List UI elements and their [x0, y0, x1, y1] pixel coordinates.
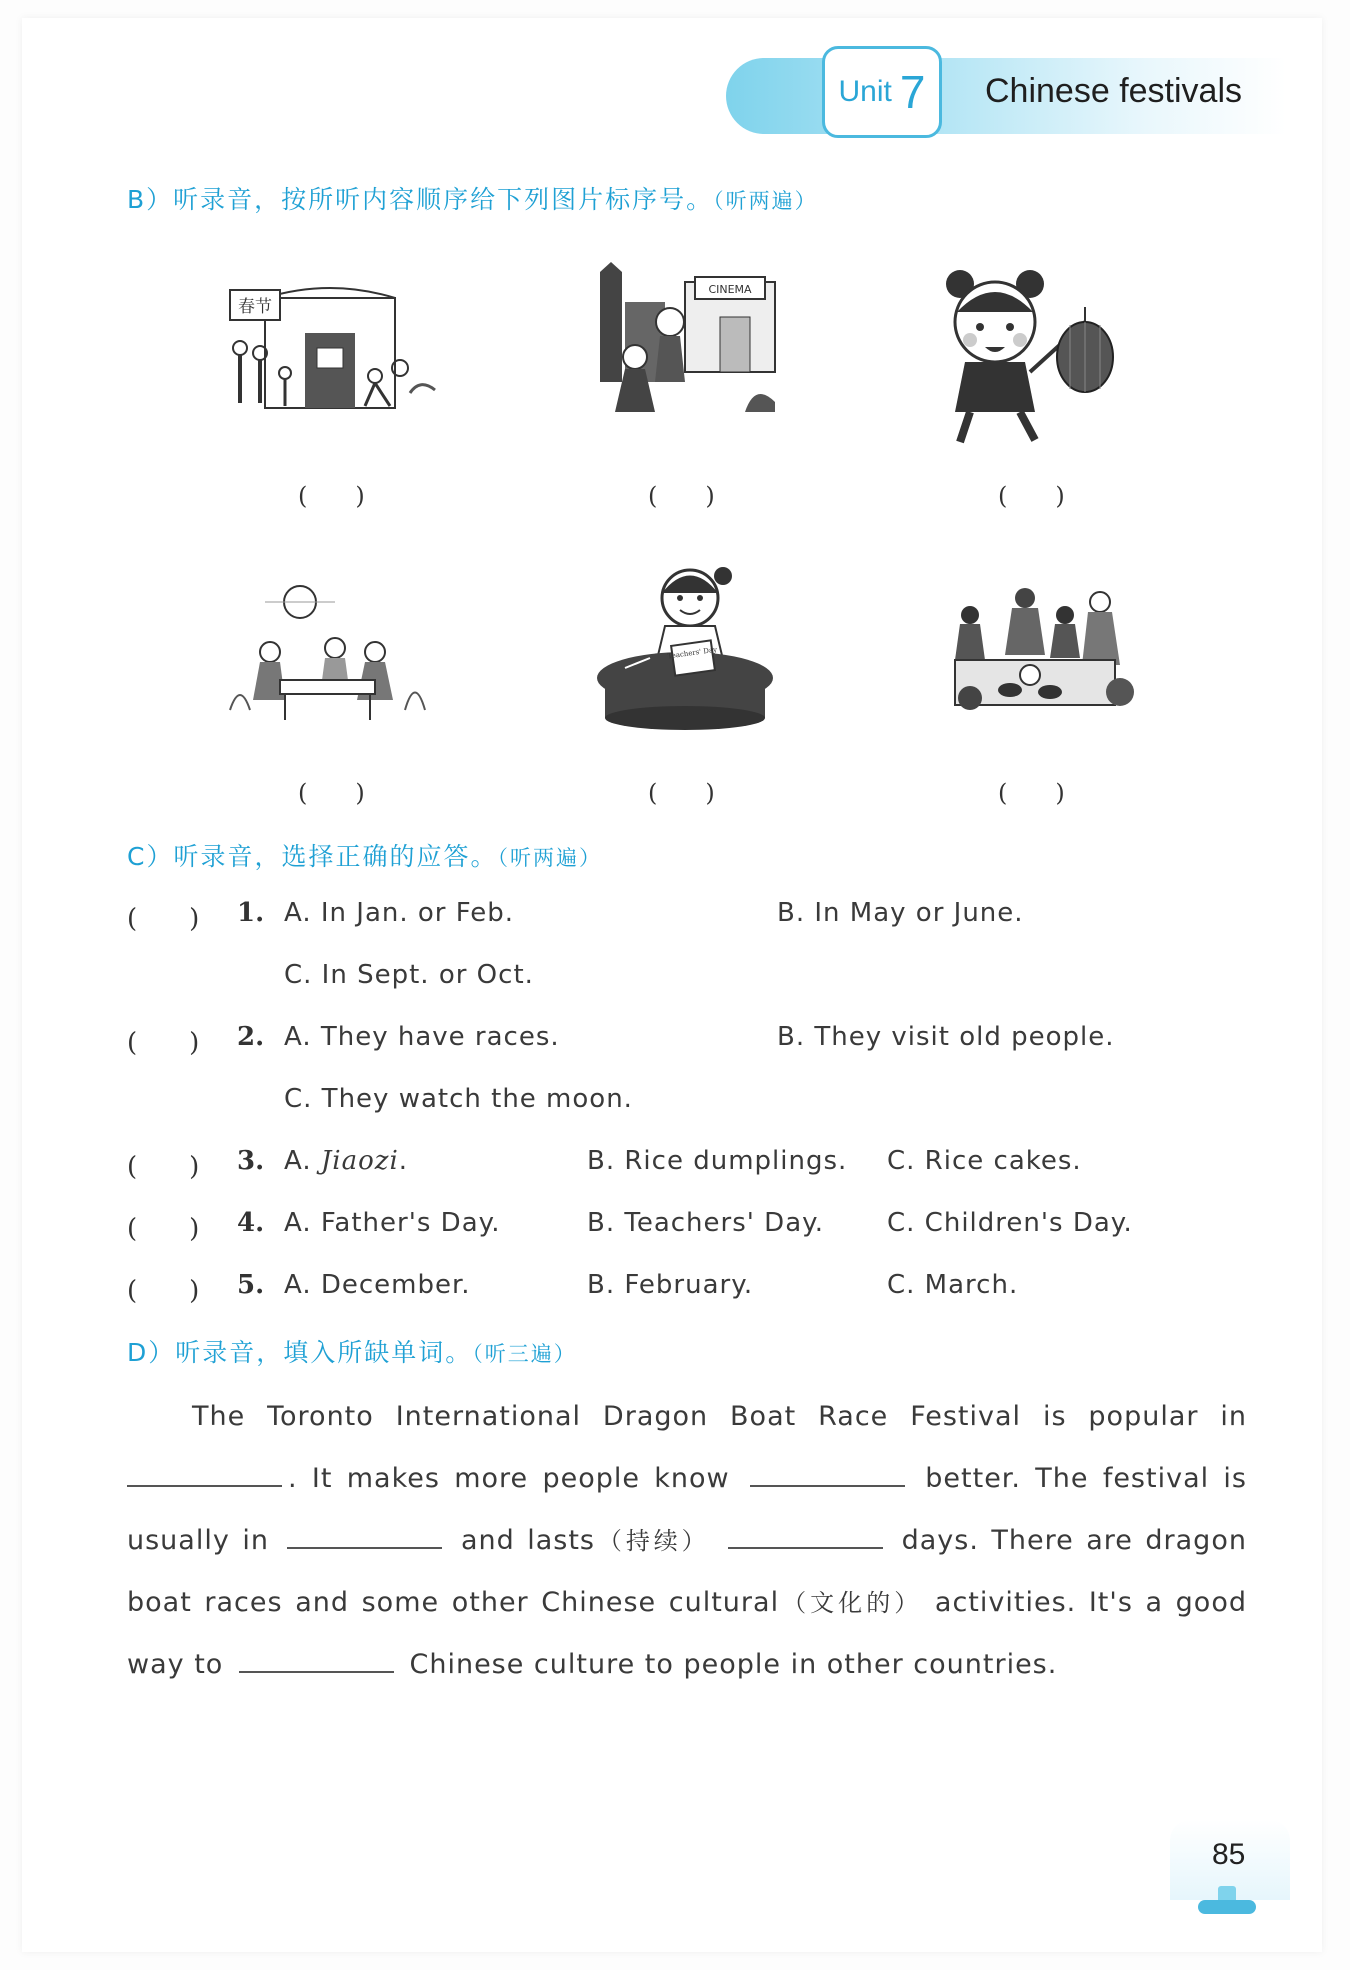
- question-number: 4.: [237, 1208, 265, 1238]
- option-a[interactable]: [284, 1146, 408, 1176]
- option-b[interactable]: B. Teachers' Day.: [587, 1208, 825, 1238]
- section-d-note: （听三遍）: [472, 1342, 577, 1366]
- passage-text: boat races and some other Chinese cultural: [127, 1587, 780, 1618]
- fill-blank-3[interactable]: [287, 1517, 442, 1549]
- section-b-heading: [127, 180, 818, 216]
- option-a[interactable]: A. December.: [284, 1270, 471, 1300]
- unit-word: Unit: [838, 75, 892, 108]
- unit-number: 7: [899, 66, 926, 118]
- picture-4-answer-blank[interactable]: ( ): [298, 779, 365, 807]
- question-1: [127, 898, 1247, 938]
- passage-text: The Toronto International Dragon Boat Race Festival is popular in: [192, 1401, 1247, 1432]
- question-number: 1.: [237, 898, 265, 928]
- passage-text: and lasts: [460, 1525, 595, 1556]
- family-dinner-table-icon: [940, 580, 1140, 725]
- girl-lantern-icon: [935, 262, 1145, 452]
- question-5: [127, 1270, 1247, 1310]
- option-c[interactable]: C. They watch the moon.: [284, 1084, 633, 1114]
- option-a[interactable]: A. In Jan. or Feb.: [284, 898, 515, 928]
- picture-6-answer-blank[interactable]: ( ): [998, 779, 1065, 807]
- page-number: 85: [1212, 1838, 1246, 1871]
- question-2-continued: [127, 1084, 1247, 1124]
- passage-text: Chinese culture to people in other countries.: [409, 1649, 1058, 1680]
- passage-line-4: [127, 1572, 1247, 1634]
- passage-line-2: [127, 1448, 1247, 1510]
- fill-blank-1[interactable]: [127, 1455, 282, 1487]
- spring-festival-sign: 春节: [238, 297, 272, 317]
- question-number: 5.: [237, 1270, 265, 1300]
- question-number: 3.: [237, 1146, 265, 1176]
- cinema-children-icon: [585, 262, 785, 432]
- section-c-heading: [127, 837, 602, 873]
- picture-1-answer-blank[interactable]: ( ): [298, 482, 365, 510]
- answer-blank[interactable]: ( ): [127, 904, 200, 934]
- fill-blank-2[interactable]: [750, 1455, 905, 1487]
- option-a[interactable]: A. Father's Day.: [284, 1208, 501, 1238]
- passage-text: usually in: [127, 1525, 269, 1556]
- passage-gloss: （文化的）: [779, 1589, 923, 1617]
- option-c[interactable]: C. Children's Day.: [887, 1208, 1133, 1238]
- question-1-continued: [127, 960, 1247, 1000]
- teachers-day-card-text: Teachers' Day: [667, 645, 718, 661]
- section-b-note: （听两遍）: [713, 189, 818, 213]
- section-d-instruction: D）听录音，填入所缺单词。: [127, 1338, 473, 1367]
- option-b[interactable]: B. February.: [587, 1270, 754, 1300]
- passage-text: days. There are dragon: [901, 1525, 1247, 1556]
- passage-line-3: [127, 1510, 1247, 1572]
- question-2: [127, 1022, 1247, 1062]
- section-b-instruction: B）听录音，按所听内容顺序给下列图片标序号。: [127, 185, 714, 214]
- answer-blank[interactable]: ( ): [127, 1214, 200, 1244]
- pin-icon-base: [1198, 1900, 1256, 1914]
- option-a-suffix: .: [398, 1146, 409, 1176]
- passage-gloss: （持续）: [595, 1527, 710, 1555]
- answer-blank[interactable]: ( ): [127, 1276, 200, 1306]
- option-c[interactable]: C. Rice cakes.: [887, 1146, 1082, 1176]
- unit-title: Chinese festivals: [985, 72, 1243, 110]
- question-number: 2.: [237, 1022, 265, 1052]
- option-c[interactable]: C. March.: [887, 1270, 1019, 1300]
- section-c-instruction: C）听录音，选择正确的应答。: [127, 842, 498, 871]
- cloze-passage: [127, 1386, 1247, 1696]
- option-a[interactable]: A. They have races.: [284, 1022, 560, 1052]
- option-b[interactable]: B. In May or June.: [777, 898, 1024, 928]
- cinema-sign: CINEMA: [708, 283, 752, 296]
- teachers-day-card-girl-icon: [595, 558, 780, 738]
- passage-line-1: [127, 1386, 1247, 1448]
- option-b[interactable]: B. They visit old people.: [777, 1022, 1115, 1052]
- section-d-heading: [127, 1333, 577, 1369]
- passage-text: activities. It's a good: [934, 1587, 1247, 1618]
- option-a-italic: Jiaozi: [320, 1146, 399, 1176]
- passage-text: way to: [127, 1649, 224, 1680]
- spring-festival-family-icon: [225, 278, 445, 428]
- picture-5-answer-blank[interactable]: ( ): [648, 779, 715, 807]
- question-3: [127, 1146, 1247, 1186]
- passage-text: better. The festival is: [925, 1463, 1247, 1494]
- question-4: [127, 1208, 1247, 1248]
- unit-badge: [822, 46, 942, 138]
- fill-blank-4[interactable]: [728, 1517, 883, 1549]
- passage-line-5: [127, 1634, 1247, 1696]
- mid-autumn-moon-dinner-icon: [225, 580, 430, 725]
- answer-blank[interactable]: ( ): [127, 1028, 200, 1058]
- picture-3-answer-blank[interactable]: ( ): [998, 482, 1065, 510]
- answer-blank[interactable]: ( ): [127, 1152, 200, 1182]
- option-c[interactable]: C. In Sept. or Oct.: [284, 960, 534, 990]
- option-a-prefix: A.: [284, 1146, 321, 1176]
- picture-2-answer-blank[interactable]: ( ): [648, 482, 715, 510]
- option-b[interactable]: B. Rice dumplings.: [587, 1146, 848, 1176]
- fill-blank-5[interactable]: [239, 1641, 394, 1673]
- passage-text: . It makes more people know: [288, 1463, 730, 1494]
- section-c-note: （听两遍）: [497, 846, 602, 870]
